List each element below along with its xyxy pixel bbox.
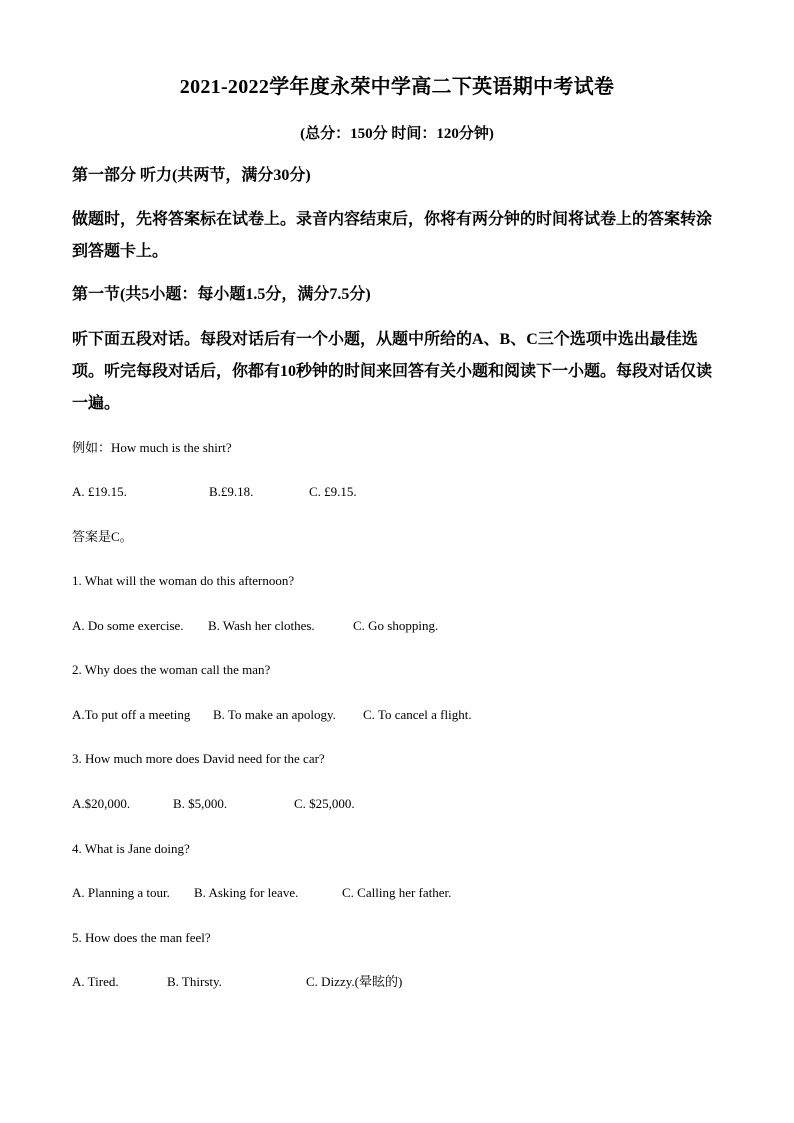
question-3: 3. How much more does David need for the car?	[72, 751, 325, 766]
question-5-option-a: A. Tired.	[72, 974, 119, 989]
question-4: 4. What is Jane doing?	[72, 841, 190, 856]
question-4-option-b: B. Asking for leave.	[194, 885, 299, 900]
question-3-option-a: A.$20,000.	[72, 796, 131, 811]
exam-title: 2021-2022学年度永荣中学高二下英语期中考试卷	[179, 76, 615, 98]
question-5: 5. How does the man feel?	[72, 930, 211, 945]
question-3-option-c: C. $25,000.	[294, 796, 355, 811]
example-answer: 答案是C。	[72, 529, 133, 544]
question-5-option-b: B. Thirsty.	[167, 974, 222, 989]
part1-instruction: 做题时，先将答案标在试卷上。录音内容结束后，你将有两分钟的时间将试卷上的答案转涂到答题卡上。	[72, 211, 713, 260]
section1-instruction: 听下面五段对话。每段对话后有一个小题，从题中所给的A、B、C三个选项中选出最佳选项。听完每段对话后，你都有10秒钟的时间来回答有关小题和阅读下一小题。每段对话仅读一遍。	[72, 331, 713, 412]
question-2-option-b: B. To make an apology.	[213, 707, 336, 722]
question-2-option-c: C. To cancel a flight.	[363, 707, 472, 722]
question-2-option-a: A.To put off a meeting	[72, 707, 191, 722]
question-4-option-c: C. Calling her father.	[342, 885, 452, 900]
question-4-option-a: A. Planning a tour.	[72, 885, 170, 900]
example-option-b: B.£9.18.	[209, 484, 254, 499]
question-1: 1. What will the woman do this afternoon?	[72, 573, 295, 588]
question-1-option-b: B. Wash her clothes.	[208, 618, 315, 633]
question-2: 2. Why does the woman call the man?	[72, 662, 271, 677]
exam-subtitle: (总分：150分 时间：120分钟)	[300, 126, 494, 142]
part1-heading: 第一部分 听力(共两节，满分30分)	[72, 167, 311, 184]
question-5-option-c: C. Dizzy.(晕眩的)	[306, 974, 403, 989]
example-option-a: A. £19.15.	[72, 484, 127, 499]
example-option-c: C. £9.15.	[309, 484, 357, 499]
question-1-option-c: C. Go shopping.	[353, 618, 439, 633]
example-question: 例如：How much is the shirt?	[72, 440, 232, 455]
section1-heading: 第一节(共5小题：每小题1.5分，满分7.5分)	[72, 286, 371, 303]
question-1-option-a: A. Do some exercise.	[72, 618, 184, 633]
question-3-option-b: B. $5,000.	[173, 796, 228, 811]
